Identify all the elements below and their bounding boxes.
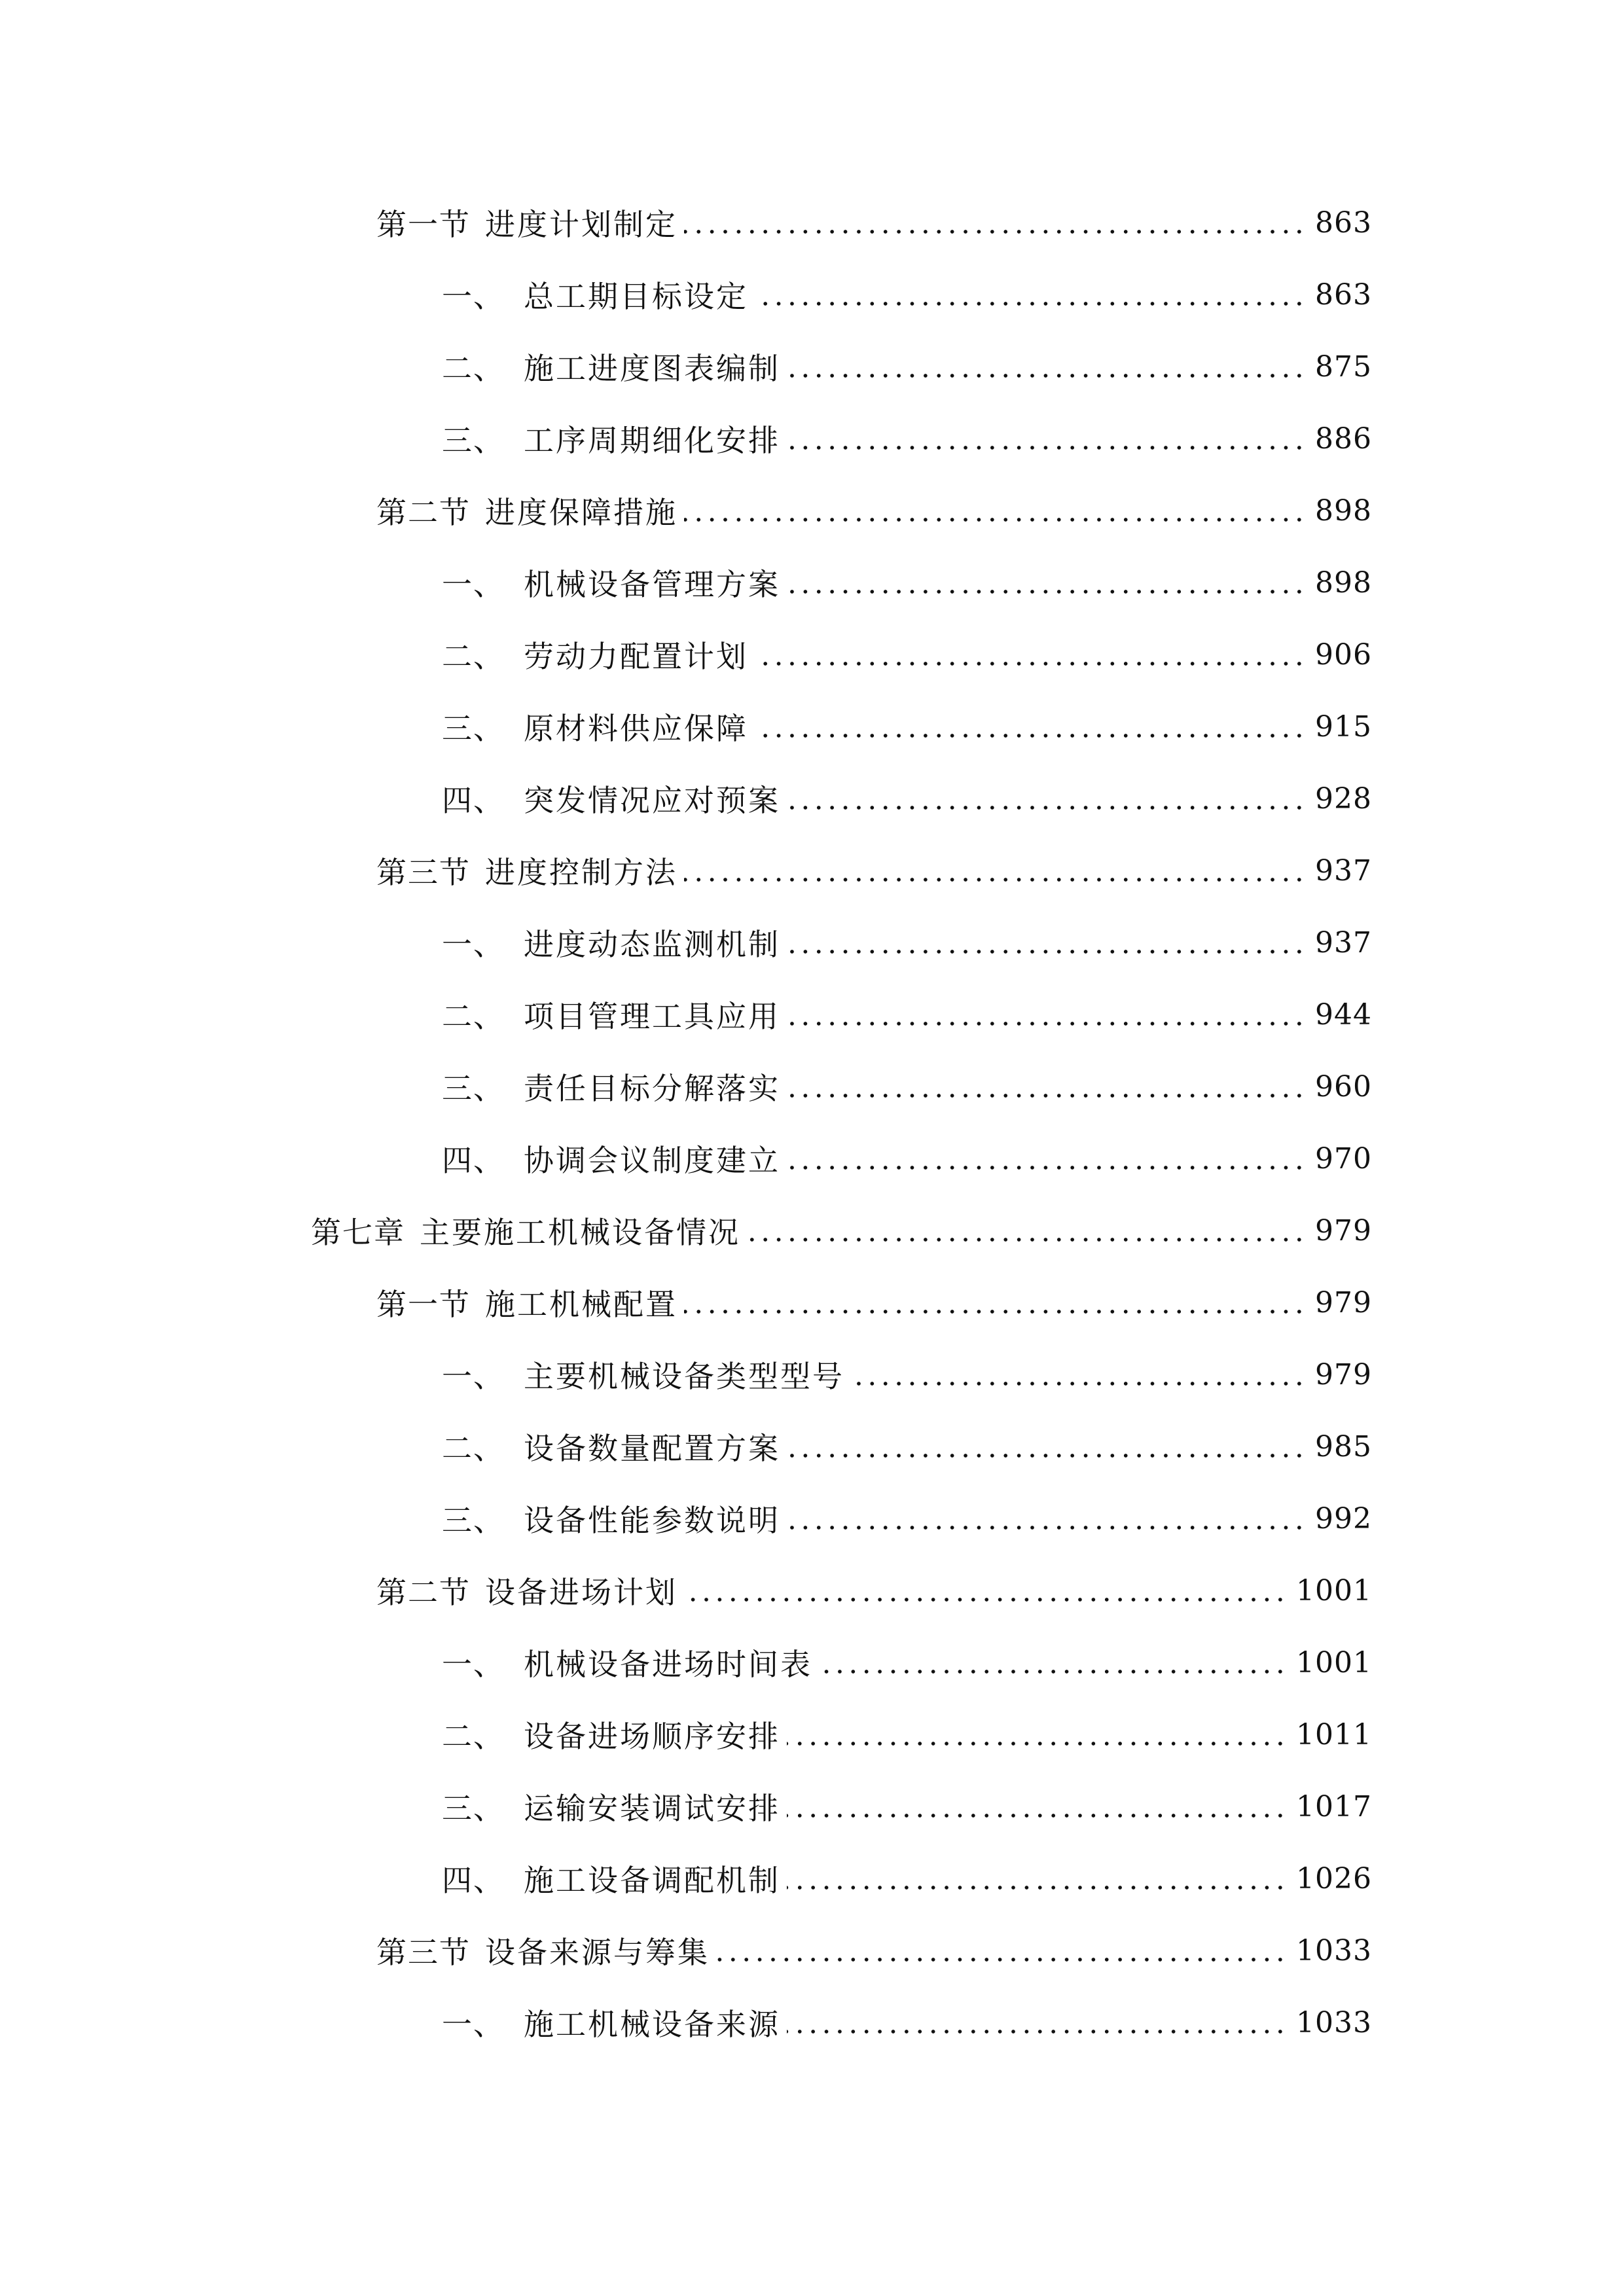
toc-entry-number: 第一节 [376,1287,471,1322]
toc-entry-line [376,1554,1372,1626]
toc-entry-line [442,1698,1372,1770]
toc-entry-page-number: 979 [1315,1285,1372,1319]
dot-leader [787,1863,1287,1893]
toc-entry-number: 四、 [442,1863,505,1898]
toc-entry-number: 三、 [442,423,505,458]
toc-entry-page-number: 985 [1315,1429,1372,1463]
toc-entry-number: 四、 [442,783,505,818]
toc-entry-title: 设备进场计划 [485,1575,677,1610]
toc-entry-title: 原材料供应保障 [524,711,748,746]
toc-entry-line [442,547,1372,619]
toc-entry-title: 进度控制方法 [485,855,677,890]
toc-entry-number: 第七章 [311,1215,405,1250]
dot-leader [755,639,1306,670]
toc-entry-line [442,1050,1372,1122]
toc-entry-title: 设备进场顺序安排 [524,1719,780,1754]
toc-entry-item[interactable] [0,1842,1624,1914]
toc-entry-item[interactable] [0,331,1624,403]
toc-entry-page-number: 898 [1315,493,1372,528]
toc-entry-item[interactable] [0,1986,1624,2058]
toc-entry-number: 第三节 [376,1935,471,1970]
toc-entry-page-number: 863 [1315,278,1372,312]
toc-entry-item[interactable] [0,978,1624,1050]
toc-entry-page-number: 886 [1315,422,1372,456]
toc-entry-line [442,1986,1372,2058]
toc-entry-page-number: 898 [1315,565,1372,600]
toc-entry-line [442,906,1372,978]
toc-entry-page-number: 928 [1315,781,1372,816]
toc-entry-title: 进度保障措施 [485,495,677,530]
toc-entry-page-number: 937 [1315,925,1372,960]
toc-entry-page-number: 1001 [1296,1573,1372,1607]
toc-entry-page-number: 970 [1315,1141,1372,1175]
dot-leader [787,567,1306,598]
toc-entry-line [442,1122,1372,1194]
toc-entry-line [442,619,1372,691]
dot-leader [684,207,1306,238]
toc-entry-title: 设备数量配置方案 [524,1431,780,1466]
toc-entry-item[interactable] [0,1626,1624,1698]
toc-entry-number: 一、 [442,1647,505,1682]
toc-entry-page-number: 1017 [1296,1789,1372,1823]
toc-entry-number: 二、 [442,1719,505,1754]
dot-leader [716,1935,1287,1965]
dot-leader [755,279,1306,310]
toc-entry-line [311,1194,1372,1266]
toc-entry-line [442,331,1372,403]
toc-entry-title: 施工进度图表编制 [524,351,780,386]
dot-leader [684,855,1306,886]
dot-leader [747,1215,1306,1246]
dot-leader [755,711,1306,742]
dot-leader [787,2007,1287,2037]
toc-entry-number: 四、 [442,1143,505,1178]
dot-leader [787,927,1306,958]
toc-entry-page-number: 915 [1315,709,1372,744]
toc-entry-title: 设备性能参数说明 [524,1503,780,1538]
toc-entry-title: 机械设备进场时间表 [524,1647,812,1682]
toc-entry-number: 二、 [442,639,505,674]
toc-entry-number: 二、 [442,351,505,386]
dot-leader [684,495,1306,526]
toc-entry-title: 设备来源与筹集 [485,1935,710,1970]
toc-entry-item[interactable] [0,547,1624,619]
toc-entry-number: 三、 [442,1791,505,1826]
toc-entry-title: 进度动态监测机制 [524,927,780,962]
toc-entry-number: 第二节 [376,1575,471,1610]
toc-entry-page-number: 992 [1315,1501,1372,1535]
toc-entry-line [442,259,1372,331]
toc-entry-number: 一、 [442,567,505,602]
dot-leader [787,1503,1306,1534]
toc-entry-title: 协调会议制度建立 [524,1143,780,1178]
toc-entry-number: 二、 [442,999,505,1034]
toc-entry-line [442,1338,1372,1410]
toc-entry-title: 施工机械配置 [485,1287,677,1322]
dot-leader [787,783,1306,814]
table-of-contents [0,187,1624,2058]
toc-entry-item[interactable] [0,1338,1624,1410]
toc-entry-page-number: 1033 [1296,1933,1372,1967]
toc-entry-page-number: 863 [1315,206,1372,240]
toc-entry-number: 三、 [442,711,505,746]
toc-entry-number: 三、 [442,1071,505,1106]
toc-entry-page-number: 906 [1315,637,1372,672]
toc-entry-number: 第三节 [376,855,471,890]
toc-entry-title: 责任目标分解落实 [524,1071,780,1106]
toc-entry-number: 二、 [442,1431,505,1466]
toc-entry-title: 劳动力配置计划 [524,639,748,674]
dot-leader [684,1575,1287,1605]
toc-entry-item[interactable] [0,619,1624,691]
toc-entry-section[interactable] [0,834,1624,906]
dot-leader [787,351,1306,382]
toc-entry-page-number: 960 [1315,1069,1372,1103]
toc-entry-line [376,187,1372,259]
toc-entry-title: 施工机械设备来源 [524,2007,780,2042]
toc-entry-number: 一、 [442,279,505,314]
toc-entry-line [442,1626,1372,1698]
dot-leader [787,1719,1287,1749]
toc-entry-section[interactable] [0,1914,1624,1986]
toc-entry-title: 施工设备调配机制 [524,1863,780,1898]
toc-entry-page-number: 944 [1315,997,1372,1031]
toc-entry-line [376,475,1372,547]
toc-entry-title: 进度计划制定 [485,207,677,242]
toc-entry-item[interactable] [0,762,1624,834]
toc-entry-title: 主要施工机械设备情况 [420,1215,740,1250]
toc-entry-item[interactable] [0,1770,1624,1842]
toc-entry-page-number: 1026 [1296,1861,1372,1895]
toc-entry-item[interactable] [0,403,1624,475]
toc-entry-line [442,691,1372,762]
toc-entry-line [442,1482,1372,1554]
toc-entry-line [442,403,1372,475]
toc-entry-line [376,1914,1372,1986]
toc-entry-number: 一、 [442,927,505,962]
toc-entry-page-number: 937 [1315,853,1372,888]
toc-entry-title: 总工期目标设定 [524,279,748,314]
toc-entry-item[interactable] [0,1482,1624,1554]
dot-leader [787,423,1306,454]
toc-entry-section[interactable] [0,475,1624,547]
toc-entry-line [442,762,1372,834]
toc-entry-number: 第一节 [376,207,471,242]
toc-entry-line [442,1410,1372,1482]
toc-entry-line [442,1842,1372,1914]
toc-entry-title: 工序周期细化安排 [524,423,780,458]
toc-entry-page-number: 875 [1315,350,1372,384]
dot-leader [787,1431,1306,1462]
toc-entry-number: 第二节 [376,495,471,530]
toc-entry-page-number: 979 [1315,1357,1372,1391]
toc-entry-line [442,1770,1372,1842]
dot-leader [787,1143,1306,1174]
toc-entry-item[interactable] [0,1050,1624,1122]
toc-entry-item[interactable] [0,1410,1624,1482]
toc-entry-item[interactable] [0,1698,1624,1770]
toc-entry-item[interactable] [0,1122,1624,1194]
toc-entry-section[interactable] [0,1266,1624,1338]
dot-leader [684,1287,1306,1318]
toc-entry-item[interactable] [0,259,1624,331]
toc-entry-number: 三、 [442,1503,505,1538]
toc-entry-line [442,978,1372,1050]
toc-entry-title: 项目管理工具应用 [524,999,780,1034]
toc-entry-number: 一、 [442,1359,505,1394]
toc-entry-title: 运输安装调试安排 [524,1791,780,1826]
dot-leader [787,1791,1287,1821]
toc-entry-number: 一、 [442,2007,505,2042]
toc-entry-line [376,834,1372,906]
toc-entry-page-number: 1011 [1296,1717,1372,1751]
dot-leader [787,999,1306,1030]
toc-entry-line [376,1266,1372,1338]
toc-entry-section[interactable] [0,1554,1624,1626]
toc-entry-page-number: 979 [1315,1213,1372,1247]
dot-leader [787,1071,1306,1102]
toc-entry-section[interactable] [0,187,1624,259]
toc-entry-title: 机械设备管理方案 [524,567,780,602]
toc-entry-title: 突发情况应对预案 [524,783,780,818]
toc-entry-title: 主要机械设备类型型号 [524,1359,844,1394]
toc-entry-item[interactable] [0,691,1624,762]
toc-entry-page-number: 1033 [1296,2005,1372,2039]
toc-entry-chapter[interactable] [0,1194,1624,1266]
dot-leader [819,1647,1287,1677]
toc-entry-page-number: 1001 [1296,1645,1372,1679]
dot-leader [851,1359,1306,1390]
toc-entry-item[interactable] [0,906,1624,978]
